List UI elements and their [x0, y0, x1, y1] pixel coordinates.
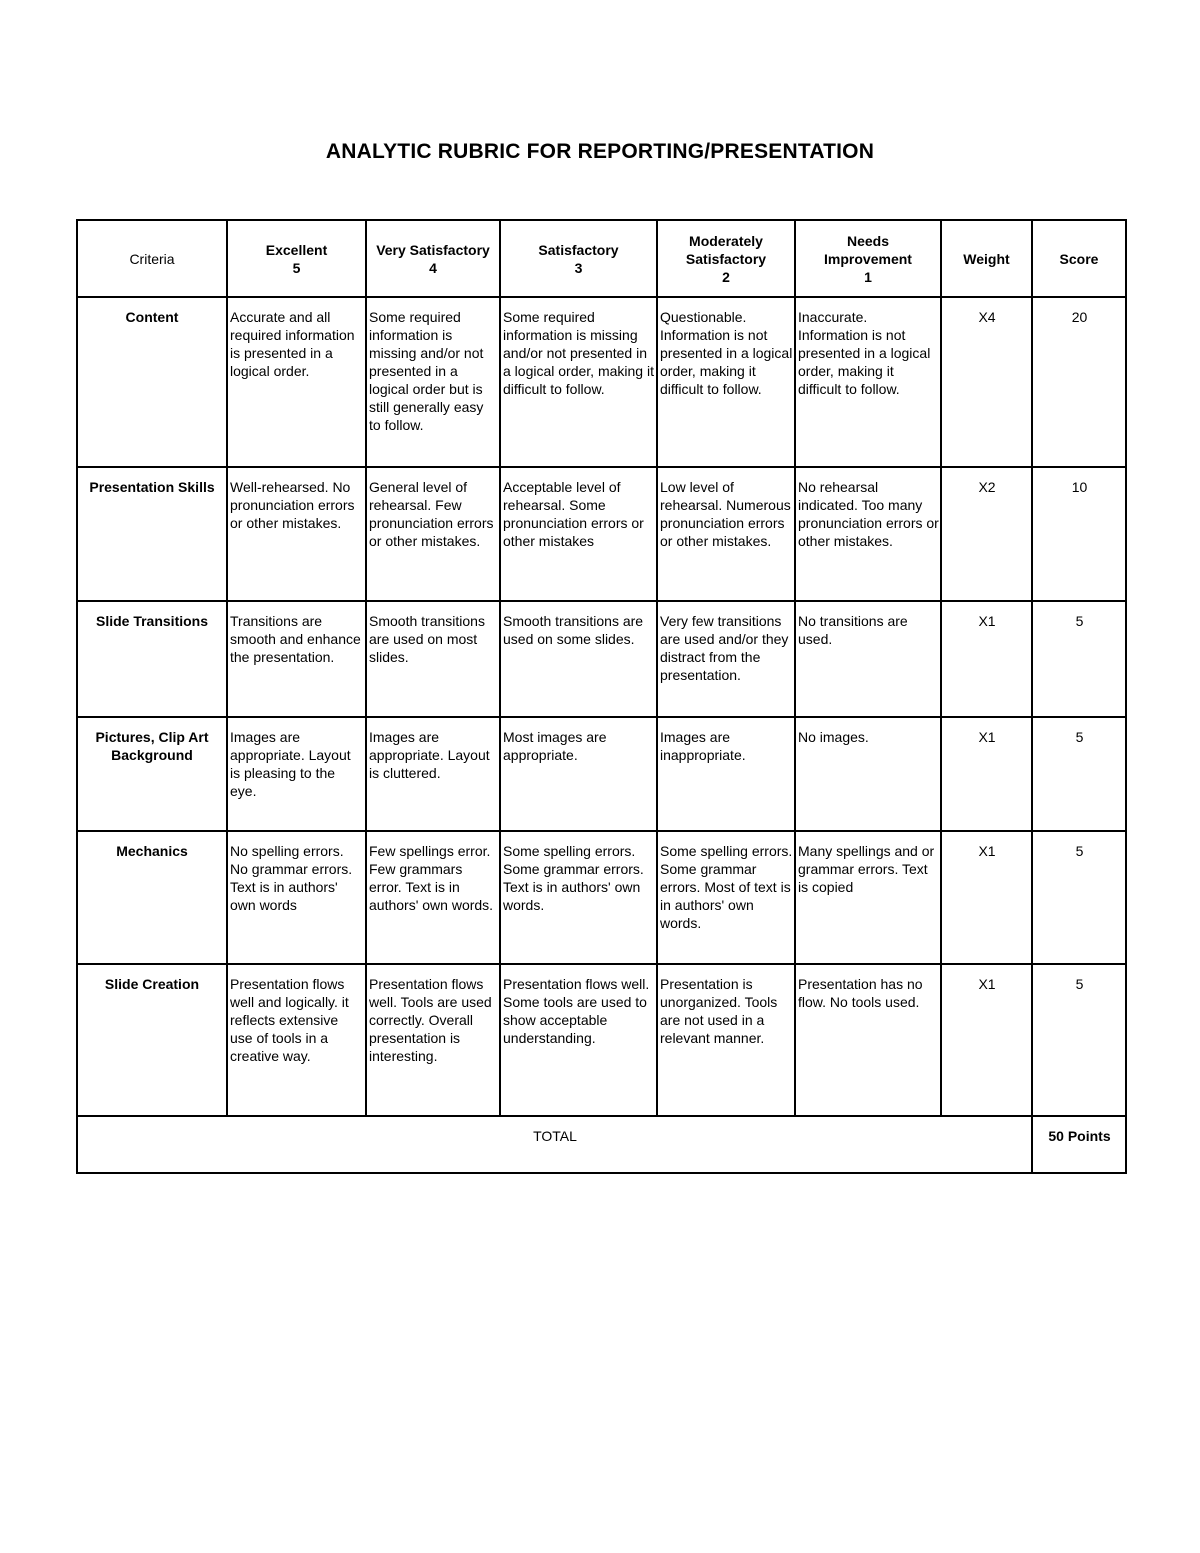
- header-very-satisfactory-points: 4: [429, 259, 437, 276]
- rubric-row-slide-creation: [77, 964, 1126, 1116]
- header-excellent-points: 5: [292, 259, 301, 276]
- needs-improvement-cell: Inaccurate. Information is not presented in a logical order, making it difficult to follow.: [795, 297, 941, 467]
- moderately-satisfactory-cell: Low level of rehearsal. Numerous pronunciation errors or other mistakes.: [657, 467, 795, 601]
- header-needs-points: 1: [864, 268, 872, 285]
- total-label-cell: TOTAL: [77, 1116, 1032, 1173]
- weight-cell: X1: [941, 831, 1032, 964]
- excellent-cell: Presentation flows well and logically. it reflects extensive use of tools in a creative way.: [227, 964, 366, 1116]
- total-points-cell: 50 Points: [1032, 1116, 1126, 1173]
- criteria-cell: Presentation Skills: [77, 467, 227, 601]
- criteria-cell: Pictures, Clip Art Background: [77, 717, 227, 831]
- score-cell: 5: [1032, 831, 1126, 964]
- satisfactory-cell: Acceptable level of rehearsal. Some pronunciation errors or other mistakes: [500, 467, 657, 601]
- needs-improvement-cell: No rehearsal indicated. Too many pronunciation errors or other mistakes.: [795, 467, 941, 601]
- total-row: [77, 1116, 1126, 1173]
- needs-improvement-cell: Presentation has no flow. No tools used.: [795, 964, 941, 1116]
- score-cell: 5: [1032, 717, 1126, 831]
- header-needs-improvement: [795, 220, 941, 297]
- header-very-satisfactory-label: Very Satisfactory: [376, 241, 490, 258]
- header-moderately-satisfactory: [657, 220, 795, 297]
- header-needs-label-2: Improvement: [824, 250, 912, 267]
- moderately-satisfactory-cell: Questionable. Information is not presented in a logical order, making it difficult to follow.: [657, 297, 795, 467]
- satisfactory-cell: Some required information is missing and/or not presented in a logical order, making it difficult to follow.: [500, 297, 657, 467]
- header-criteria: Criteria: [77, 220, 227, 297]
- criteria-cell: Content: [77, 297, 227, 467]
- very-satisfactory-cell: Some required information is missing and/or not presented in a logical order but is still generally easy to follow.: [366, 297, 500, 467]
- excellent-cell: No spelling errors. No grammar errors. Text is in authors' own words: [227, 831, 366, 964]
- header-score: Score: [1032, 220, 1126, 297]
- header-satisfactory-label: Satisfactory: [538, 241, 619, 258]
- rubric-row-content: [77, 297, 1126, 467]
- excellent-cell: Accurate and all required information is presented in a logical order.: [227, 297, 366, 467]
- score-cell: 20: [1032, 297, 1126, 467]
- satisfactory-cell: Smooth transitions are used on some slides.: [500, 601, 657, 717]
- very-satisfactory-cell: Smooth transitions are used on most slides.: [366, 601, 500, 717]
- very-satisfactory-cell: Presentation flows well. Tools are used correctly. Overall presentation is interesting.: [366, 964, 500, 1116]
- header-excellent: [227, 220, 366, 297]
- document-title: ANALYTIC RUBRIC FOR REPORTING/PRESENTATION: [325, 140, 875, 163]
- header-moderately-label-1: Moderately: [689, 232, 763, 249]
- header-moderately-points: 2: [722, 268, 730, 285]
- weight-cell: X1: [941, 964, 1032, 1116]
- needs-improvement-cell: Many spellings and or grammar errors. Text is copied: [795, 831, 941, 964]
- header-row: [77, 220, 1126, 297]
- needs-improvement-cell: No transitions are used.: [795, 601, 941, 717]
- very-satisfactory-cell: Few spellings error. Few grammars error. Text is in authors' own words.: [366, 831, 500, 964]
- header-satisfactory: [500, 220, 657, 297]
- very-satisfactory-cell: General level of rehearsal. Few pronunciation errors or other mistakes.: [366, 467, 500, 601]
- rubric-table: [76, 219, 1127, 1174]
- criteria-cell: Mechanics: [77, 831, 227, 964]
- needs-improvement-cell: No images.: [795, 717, 941, 831]
- excellent-cell: Transitions are smooth and enhance the presentation.: [227, 601, 366, 717]
- satisfactory-cell: Some spelling errors. Some grammar errors. Text is in authors' own words.: [500, 831, 657, 964]
- header-very-satisfactory: [366, 220, 500, 297]
- moderately-satisfactory-cell: Very few transitions are used and/or they distract from the presentation.: [657, 601, 795, 717]
- satisfactory-cell: Most images are appropriate.: [500, 717, 657, 831]
- header-weight: Weight: [941, 220, 1032, 297]
- weight-cell: X2: [941, 467, 1032, 601]
- header-moderately-label-2: Satisfactory: [685, 250, 767, 267]
- weight-cell: X4: [941, 297, 1032, 467]
- excellent-cell: Images are appropriate. Layout is pleasing to the eye.: [227, 717, 366, 831]
- very-satisfactory-cell: Images are appropriate. Layout is cluttered.: [366, 717, 500, 831]
- score-cell: 5: [1032, 601, 1126, 717]
- score-cell: 10: [1032, 467, 1126, 601]
- header-satisfactory-points: 3: [574, 259, 583, 276]
- rubric-row-presentation-skills: [77, 467, 1126, 601]
- excellent-cell: Well-rehearsed. No pronunciation errors or other mistakes.: [227, 467, 366, 601]
- satisfactory-cell: Presentation flows well. Some tools are used to show acceptable understanding.: [500, 964, 657, 1116]
- weight-cell: X1: [941, 601, 1032, 717]
- moderately-satisfactory-cell: Some spelling errors. Some grammar errors. Most of text is in authors' own words.: [657, 831, 795, 964]
- header-excellent-label: Excellent: [265, 241, 328, 258]
- weight-cell: X1: [941, 717, 1032, 831]
- rubric-row-pictures: [77, 717, 1126, 831]
- rubric-row-slide-transitions: [77, 601, 1126, 717]
- criteria-cell: Slide Transitions: [77, 601, 227, 717]
- rubric-row-mechanics: [77, 831, 1126, 964]
- score-cell: 5: [1032, 964, 1126, 1116]
- moderately-satisfactory-cell: Presentation is unorganized. Tools are not used in a relevant manner.: [657, 964, 795, 1116]
- criteria-cell: Slide Creation: [77, 964, 227, 1116]
- header-needs-label-1: Needs: [846, 232, 890, 249]
- moderately-satisfactory-cell: Images are inappropriate.: [657, 717, 795, 831]
